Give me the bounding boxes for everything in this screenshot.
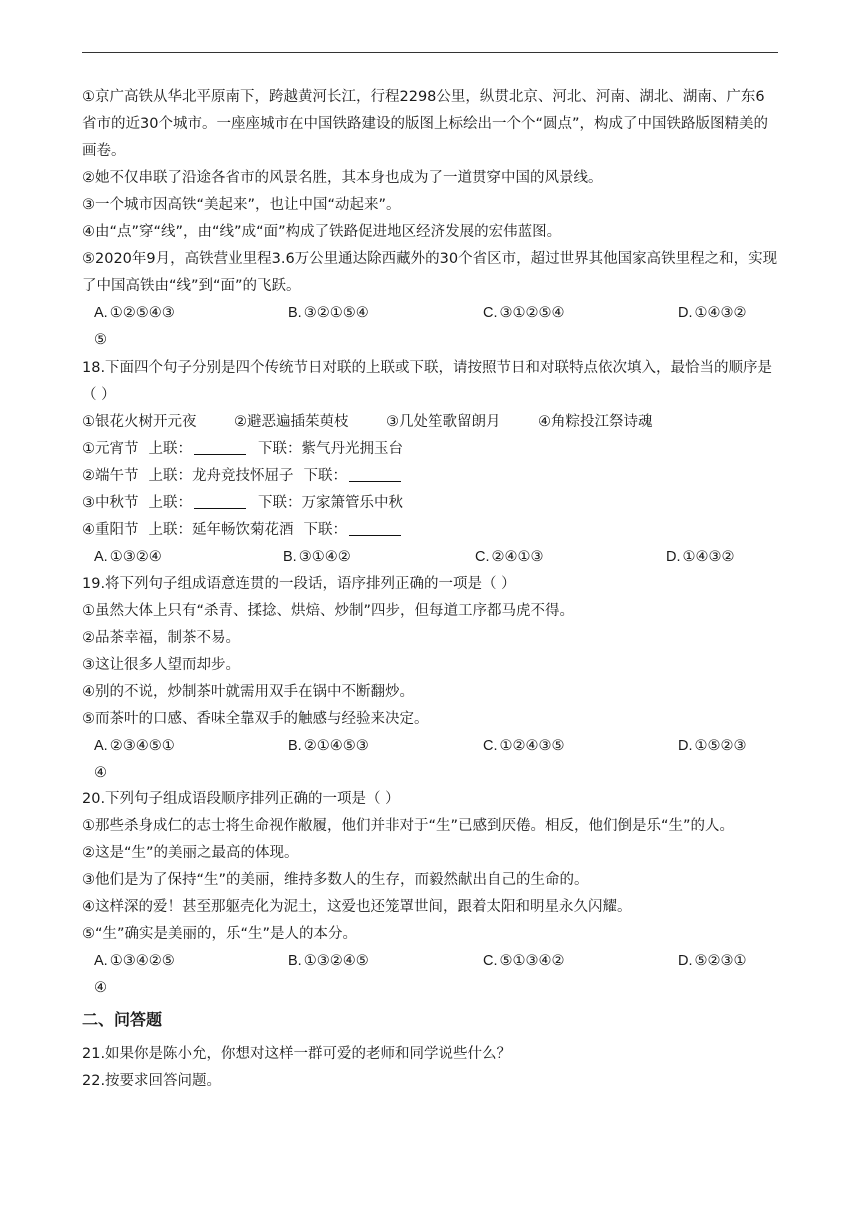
sentence-1: ①虽然大体上只有“杀青、揉捻、烘焙、炒制”四步，但每道工序都马虎不得。 [82, 603, 575, 619]
header-rule [82, 52, 778, 53]
option-d[interactable]: D. ⑤②③① [678, 953, 747, 969]
options-row [82, 948, 778, 975]
option-d[interactable]: D. ①④③② [666, 549, 735, 565]
sentence-1: ①京广高铁从华北平原南下，跨越黄河长江，行程2298公里，纵贯北京、河北、河南、湖北、湖南、广东6省市的近30个城市。一座座城市在中国铁路建设的版图上标绘出一个个“圆点”，构成了中国铁路版图精美的画卷。 [82, 89, 768, 159]
option-c[interactable]: C. ⑤①③④② [483, 953, 565, 969]
option-d-wrap: ⑤ [94, 332, 107, 348]
section-qa [82, 1005, 778, 1095]
option-b[interactable]: B. ③①④② [283, 549, 351, 565]
sentence-5: ⑤而茶叶的口感、香味全靠双手的触感与经验来决定。 [82, 711, 429, 727]
option-c[interactable]: C. ②④①③ [475, 549, 544, 565]
option-a[interactable]: A. ①③②④ [94, 549, 162, 565]
festival-row-2: ②端午节 上联：龙舟竞技怀屈子 下联： [82, 463, 778, 490]
sentence-4: ④别的不说，炒制茶叶就需用双手在锅中不断翻炒。 [82, 684, 414, 700]
sentence-2: ②这是“生”的美丽之最高的体现。 [82, 845, 299, 861]
question-20 [82, 786, 778, 1001]
question-22: 22.按要求回答问题。 [82, 1073, 222, 1089]
choice-2: ②避恶遍插茱萸枝 [234, 414, 349, 430]
option-a[interactable]: A. ②③④⑤① [94, 738, 175, 754]
option-d-wrap: ④ [94, 980, 107, 996]
couplet-choices [82, 409, 778, 436]
sentence-5: ⑤2020年9月，高铁营业里程3.6万公里通达除西藏外的30个省区市，超过世界其他国家高铁里程之和，实现了中国高铁由“线”到“面”的飞跃。 [82, 251, 778, 294]
sentence-4: ④这样深的爱！甚至那躯壳化为泥土，这爱也还笼罩世间，跟着太阳和明星永久闪耀。 [82, 899, 632, 915]
option-b[interactable]: B. ③②①⑤④ [288, 305, 369, 321]
question-stem: 20.下列句子组成语段顺序排列正确的一项是（ ） [82, 791, 400, 807]
option-a[interactable]: A. ①③④②⑤ [94, 953, 175, 969]
sentence-3: ③他们是为了保持“生”的美丽，维持多数人的生存，而毅然献出自己的生命的。 [82, 872, 589, 888]
sentence-4: ④由“点”穿“线”，由“线”成“面”构成了铁路促进地区经济发展的宏伟蓝图。 [82, 224, 562, 240]
options-row [82, 300, 778, 327]
blank-field [194, 440, 246, 455]
sentence-2: ②品茶幸福，制茶不易。 [82, 630, 240, 646]
options-row [82, 544, 778, 571]
sentence-3: ③一个城市因高铁“美起来”，也让中国“动起来”。 [82, 197, 401, 213]
blank-field [349, 521, 401, 536]
question-18 [82, 355, 778, 571]
sentence-5: ⑤“生”确实是美丽的，乐“生”是人的本分。 [82, 926, 358, 942]
option-d[interactable]: D. ①⑤②③ [678, 738, 747, 754]
option-a[interactable]: A. ①②⑤④③ [94, 305, 175, 321]
page-content [82, 84, 778, 1095]
choice-3: ③几处笙歌留朗月 [386, 414, 501, 430]
sentence-1: ①那些杀身成仁的志士将生命视作敝履，他们并非对于“生”已感到厌倦。相反，他们倒是乐“生”的人。 [82, 818, 735, 834]
option-b[interactable]: B. ①③②④⑤ [288, 953, 369, 969]
blank-field [194, 494, 246, 509]
festival-row-3: ③中秋节 上联： 下联：万家箫管乐中秋 [82, 495, 403, 511]
question-19 [82, 571, 778, 786]
question-stem: 19.将下列句子组成语意连贯的一段话，语序排列正确的一项是（ ） [82, 576, 516, 592]
option-d-wrap: ④ [94, 765, 107, 781]
option-d[interactable]: D. ①④③② [678, 305, 747, 321]
sentence-3: ③这让很多人望而却步。 [82, 657, 240, 673]
festival-row-1: ①元宵节 上联： 下联：紫气丹光拥玉台 [82, 441, 403, 457]
question-21: 21.如果你是陈小允，你想对这样一群可爱的老师和同学说些什么？ [82, 1046, 512, 1062]
option-c[interactable]: C. ③①②⑤④ [483, 305, 565, 321]
sentence-2: ②她不仅串联了沿途各省市的风景名胜，其本身也成为了一道贯穿中国的风景线。 [82, 170, 603, 186]
festival-row-4: ④重阳节 上联：延年畅饮菊花酒 下联： [82, 517, 778, 544]
choice-1: ①银花火树开元夜 [82, 414, 197, 430]
options-row [82, 733, 778, 760]
option-c[interactable]: C. ①②④③⑤ [483, 738, 565, 754]
question-stem: 18.下面四个句子分别是四个传统节日对联的上联或下联，请按照节日和对联特点依次填入，最恰当的顺序是（ ） [82, 360, 773, 403]
option-b[interactable]: B. ②①④⑤③ [288, 738, 369, 754]
blank-field [349, 467, 401, 482]
question-17 [82, 84, 778, 353]
choice-4: ④角粽投江祭诗魂 [538, 414, 653, 430]
section-title: 二、问答题 [82, 1010, 163, 1029]
